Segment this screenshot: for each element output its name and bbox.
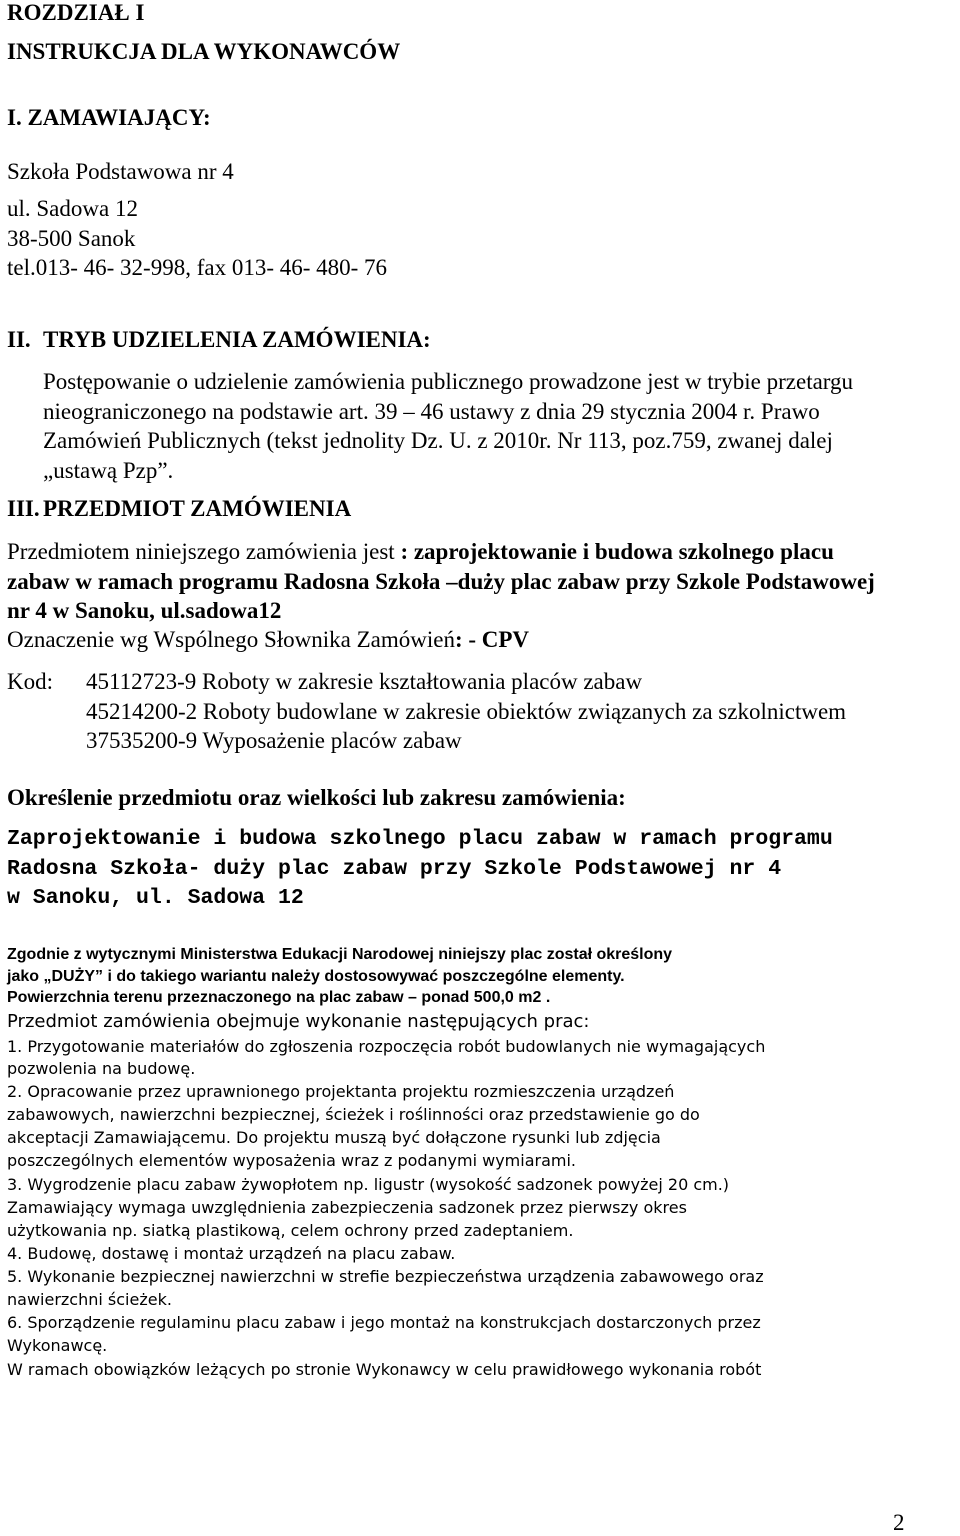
scope-title-line: w Sanoku, ul. Sadowa 12	[7, 886, 304, 910]
cpv-code: 37535200-9 Wyposażenie placów zabaw	[86, 728, 462, 753]
works-line: akceptacji Zamawiającemu. Do projektu muszą być dołączone rysunki lub zdjęcia	[7, 1128, 661, 1147]
paragraph-line: Zamówień Publicznych (tekst jednolity Dz. U. z 2010r. Nr 113, poz.759, zwanej dalej	[43, 428, 833, 453]
guideline-line: Powierzchnia terenu przeznaczonego na plac zabaw – ponad 500,0 m2 .	[7, 989, 551, 1006]
chapter-title: ROZDZIAŁ I	[7, 0, 145, 25]
works-line: poszczególnych elementów wyposażenia wraz z podanymi wymiarami.	[7, 1151, 576, 1170]
section-2-heading: TRYB UDZIELENIA ZAMÓWIENIA:	[43, 327, 431, 352]
works-line: pozwolenia na budowę.	[7, 1059, 196, 1078]
cpv-plain: Oznaczenie wg Wspólnego Słownika Zamówień	[7, 627, 455, 652]
works-line: Wykonawcę.	[7, 1336, 108, 1355]
works-line: 2. Opracowanie przez uprawnionego projektanta projektu rozmieszczenia urządzeń	[7, 1082, 675, 1101]
guideline-line: Zgodnie z wytycznymi Ministerstwa Edukacji Narodowej niniejszy plac został określony	[7, 946, 673, 963]
subject-bold-line: nr 4 w Sanoku, ul.sadowa12	[7, 598, 282, 623]
works-line: 5. Wykonanie bezpiecznej nawierzchni w strefie bezpieczeństwa urządzenia zabawowego oraz	[7, 1267, 764, 1286]
paragraph-line: nieograniczonego na podstawie art. 39 – 46 ustawy z dnia 29 stycznia 2004 r. Prawo	[43, 399, 820, 424]
paragraph-line: Postępowanie o udzielenie zamówienia publicznego prowadzone jest w trybie przetargu	[43, 369, 854, 394]
cpv-bold: : - CPV	[454, 627, 530, 652]
section-3-number: III.	[7, 496, 40, 521]
guideline-line: jako „DUŻY” i do takiego wariantu należy dostosowywać poszczególne elementy.	[7, 968, 625, 985]
address-line: ul. Sadowa 12	[7, 196, 138, 221]
kod-label: Kod:	[7, 669, 53, 694]
scope-title-line: Zaprojektowanie i budowa szkolnego placu zabaw w ramach programu	[7, 827, 833, 851]
subject-bold-line: zabaw w ramach programu Radosna Szkoła –duży plac zabaw przy Szkole Podstawowej	[7, 569, 875, 594]
subject-intro-line	[7, 537, 834, 566]
address-line: tel.013- 46- 32-998, fax 013- 46- 480- 76	[7, 255, 388, 280]
works-line: nawierzchni ścieżek.	[7, 1290, 172, 1309]
cpv-code: 45214200-2 Roboty budowlane w zakresie obiektów związanych za szkolnictwem	[86, 699, 847, 724]
address-line: Szkoła Podstawowa nr 4	[7, 159, 234, 184]
works-line: Zamawiający wymaga uwzględnienia zabezpieczenia sadzonek przez pierwszy okres	[7, 1198, 687, 1217]
works-intro: Przedmiot zamówienia obejmuje wykonanie następujących prac:	[7, 1011, 590, 1032]
works-line: zabawowych, nawierzchni bezpiecznej, ścieżek i roślinności oraz przedstawienie go do	[7, 1105, 700, 1124]
subject-intro-bold: : zaprojektowanie i budowa szkolnego placu	[400, 539, 834, 564]
cpv-line	[7, 625, 529, 654]
chapter-subtitle: INSTRUKCJA DLA WYKONAWCÓW	[7, 39, 401, 64]
works-line: 1. Przygotowanie materiałów do zgłoszenia rozpoczęcia robót budowlanych nie wymagających	[7, 1037, 766, 1056]
page-number: 2	[893, 1510, 905, 1535]
works-line: 3. Wygrodzenie placu zabaw żywopłotem np. ligustr (wysokość sadzonek powyżej 20 cm.)	[7, 1175, 730, 1194]
section-2-number: II.	[7, 327, 31, 352]
scope-heading: Określenie przedmiotu oraz wielkości lub zakresu zamówienia:	[7, 785, 626, 810]
cpv-code: 45112723-9 Roboty w zakresie kształtowania placów zabaw	[86, 669, 643, 694]
paragraph-line: „ustawą Pzp”.	[43, 458, 174, 483]
works-line: W ramach obowiązków leżących po stronie Wykonawcy w celu prawidłowego wykonania robót	[7, 1360, 762, 1379]
section-1-heading: I. ZAMAWIAJĄCY:	[7, 105, 211, 130]
subject-intro-plain: Przedmiotem niniejszego zamówienia jest	[7, 539, 401, 564]
works-line: 6. Sporządzenie regulaminu placu zabaw i jego montaż na konstrukcjach dostarczonych przez	[7, 1313, 761, 1332]
scope-title-line: Radosna Szkoła- duży plac zabaw przy Szkole Podstawowej nr 4	[7, 857, 782, 881]
address-line: 38-500 Sanok	[7, 226, 136, 251]
works-line: użytkowania np. siatką plastikową, celem ochrony przed zadeptaniem.	[7, 1221, 574, 1240]
works-line: 4. Budowę, dostawę i montaż urządzeń na placu zabaw.	[7, 1244, 456, 1263]
section-3-heading: PRZEDMIOT ZAMÓWIENIA	[43, 496, 352, 521]
